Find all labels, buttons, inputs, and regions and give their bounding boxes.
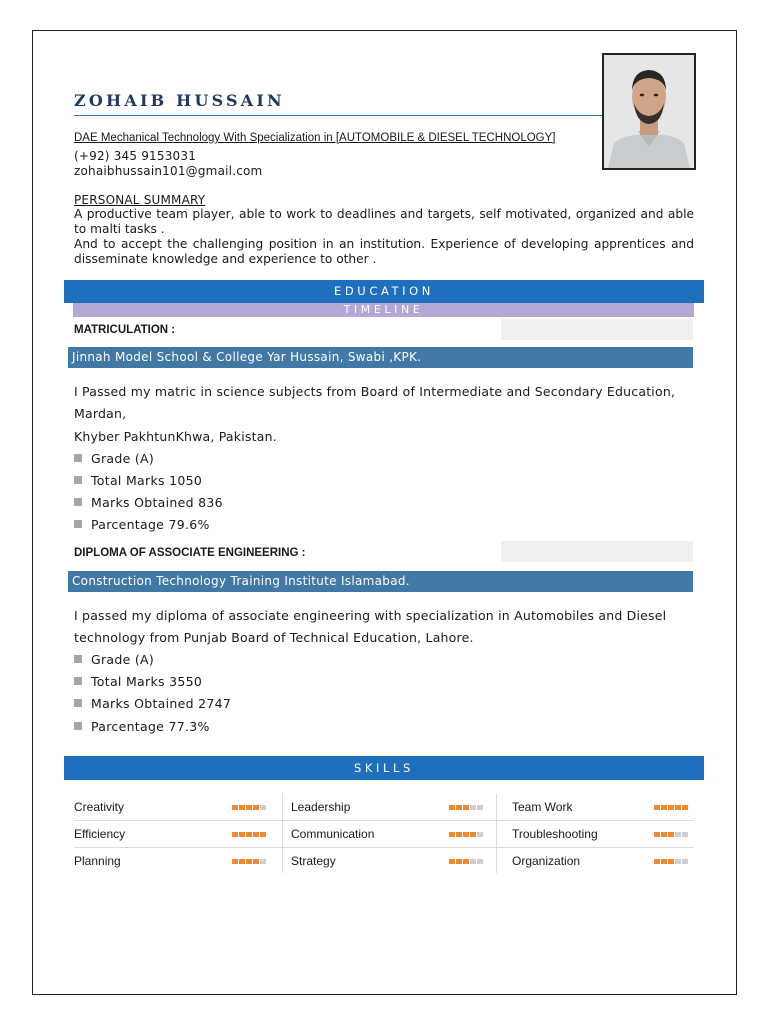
skill-rating — [654, 805, 688, 810]
diploma-date-box — [501, 541, 693, 562]
rating-block — [239, 859, 245, 864]
rating-block — [239, 805, 245, 810]
bullet-square-icon — [74, 722, 82, 730]
rating-block — [246, 859, 252, 864]
diploma-description-line-1: I passed my diploma of associate engineering with specialization in Automobiles and Diesel — [74, 608, 667, 623]
skill-name: Planning — [74, 854, 121, 868]
skills-section-bar: SKILLS — [64, 756, 704, 780]
rating-block — [470, 859, 476, 864]
skill-rating — [654, 859, 688, 864]
diploma-school-bar: Construction Technology Training Institute Islamabad. — [68, 571, 693, 592]
qualification-line: DAE Mechanical Technology With Specialization in [AUTOMOBILE & DIESEL TECHNOLOGY] — [74, 132, 556, 144]
rating-block — [232, 805, 238, 810]
skills-column-divider — [496, 794, 497, 873]
summary-heading: PERSONAL SUMMARY — [74, 193, 206, 207]
skill-name: Strategy — [291, 854, 336, 868]
rating-block — [253, 859, 259, 864]
skill-name: Organization — [512, 854, 581, 868]
rating-block — [232, 832, 238, 837]
matriculation-school-bar: Jinnah Model School & College Yar Hussain, Swabi ,KPK. — [68, 347, 693, 368]
matriculation-description-line-3: Khyber PakhtunKhwa, Pakistan. — [74, 429, 277, 444]
rating-block — [654, 859, 660, 864]
skills-column-divider — [282, 794, 283, 873]
skill-rating — [232, 805, 266, 810]
skill-rating — [232, 859, 266, 864]
diploma-heading: DIPLOMA OF ASSOCIATE ENGINEERING : — [74, 547, 306, 559]
matriculation-description-line-2: Mardan, — [74, 406, 127, 421]
rating-block — [246, 832, 252, 837]
rating-block — [675, 805, 681, 810]
list-item: Marks Obtained 836 — [74, 495, 223, 510]
rating-block — [463, 805, 469, 810]
profile-photo — [602, 53, 696, 170]
rating-block — [260, 805, 266, 810]
summary-paragraph-1: A productive team player, able to work to deadlines and targets, self motivated, organized and able to malti tasks . — [74, 207, 694, 236]
list-item: Grade (A) — [74, 451, 154, 466]
rating-block — [260, 832, 266, 837]
rating-block — [246, 805, 252, 810]
bullet-square-icon — [74, 677, 82, 685]
rating-block — [661, 859, 667, 864]
rating-block — [682, 859, 688, 864]
list-item: Parcentage 77.3% — [74, 719, 210, 734]
bullet-square-icon — [74, 655, 82, 663]
phone-number: (+92) 345 9153031 — [74, 149, 197, 163]
list-item: Grade (A) — [74, 652, 154, 667]
list-item: Parcentage 79.6% — [74, 517, 210, 532]
rating-block — [470, 805, 476, 810]
education-section-bar: EDUCATION — [64, 280, 704, 303]
rating-block — [463, 832, 469, 837]
rating-block — [477, 859, 483, 864]
skill-name: Troubleshooting — [512, 827, 598, 841]
skill-name: Efficiency — [74, 827, 126, 841]
rating-block — [661, 832, 667, 837]
bullet-square-icon — [74, 520, 82, 528]
skill-rating — [449, 805, 483, 810]
rating-block — [456, 805, 462, 810]
timeline-bar: TIMELINE — [73, 303, 694, 317]
rating-block — [654, 805, 660, 810]
diploma-description-line-2: technology from Punjab Board of Technical Education, Lahore. — [74, 630, 474, 645]
rating-block — [682, 832, 688, 837]
matriculation-heading: MATRICULATION : — [74, 324, 176, 336]
rating-block — [456, 859, 462, 864]
rating-block — [668, 832, 674, 837]
rating-block — [477, 805, 483, 810]
rating-block — [675, 859, 681, 864]
rating-block — [668, 859, 674, 864]
rating-block — [232, 859, 238, 864]
skills-row-divider — [74, 820, 694, 821]
rating-block — [260, 859, 266, 864]
rating-block — [449, 805, 455, 810]
rating-block — [449, 859, 455, 864]
list-item: Total Marks 1050 — [74, 473, 202, 488]
skill-name: Team Work — [512, 800, 573, 814]
skill-rating — [654, 832, 688, 837]
bullet-square-icon — [74, 476, 82, 484]
rating-block — [253, 805, 259, 810]
skill-rating — [449, 832, 483, 837]
list-item: Marks Obtained 2747 — [74, 696, 231, 711]
skills-row-divider — [74, 847, 694, 848]
bullet-square-icon — [74, 699, 82, 707]
rating-block — [449, 832, 455, 837]
rating-block — [682, 805, 688, 810]
rating-block — [463, 859, 469, 864]
list-item: Total Marks 3550 — [74, 674, 202, 689]
matriculation-date-box — [501, 319, 693, 340]
bullet-square-icon — [74, 498, 82, 506]
skill-name: Leadership — [291, 800, 351, 814]
rating-block — [477, 832, 483, 837]
rating-block — [253, 832, 259, 837]
rating-block — [661, 805, 667, 810]
rating-block — [675, 832, 681, 837]
rating-block — [456, 832, 462, 837]
skill-name: Communication — [291, 827, 375, 841]
rating-block — [239, 832, 245, 837]
rating-block — [668, 805, 674, 810]
skill-rating — [449, 859, 483, 864]
name-underline — [74, 115, 604, 116]
rating-block — [470, 832, 476, 837]
skill-rating — [232, 832, 266, 837]
matriculation-description-line-1: I Passed my matric in science subjects from Board of Intermediate and Secondary Education, — [74, 384, 676, 399]
summary-paragraph-2: And to accept the challenging position in an institution. Experience of developing apprentices and disseminate knowledge and experience to other . — [74, 237, 694, 266]
skill-name: Creativity — [74, 800, 125, 814]
rating-block — [654, 832, 660, 837]
bullet-square-icon — [74, 454, 82, 462]
candidate-name: ZOHAIB HUSSAIN — [74, 91, 285, 110]
email-address[interactable]: zohaibhussain101@gmail.com — [74, 164, 263, 178]
